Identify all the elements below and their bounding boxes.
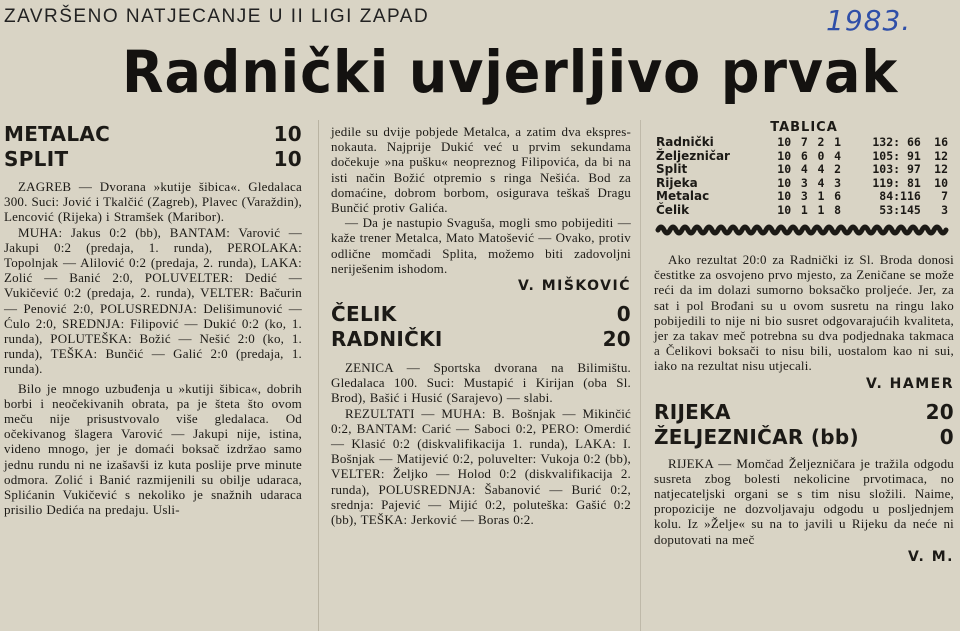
table-cell-pts: 10 xyxy=(934,175,948,190)
table-title: TABLICA xyxy=(770,120,838,135)
table-cell-team: Radnički xyxy=(656,135,714,149)
table-cell-p: 10 xyxy=(777,175,792,190)
table-cell-score: 53:145 xyxy=(879,202,921,217)
column-divider xyxy=(640,120,641,631)
table-cell-p: 10 xyxy=(777,148,792,163)
team-name: ČELIK xyxy=(331,302,397,327)
standings-table xyxy=(654,136,950,217)
article-body xyxy=(654,252,954,374)
table-cell-p: 10 xyxy=(777,189,792,203)
table-cell-team: Čelik xyxy=(656,202,690,217)
headline: Radnički uvjerljivo prvak xyxy=(122,38,899,106)
byline: V. HAMER xyxy=(865,375,954,392)
table-row xyxy=(654,204,950,218)
table-cell-score: 119: 81 xyxy=(872,175,921,190)
table-cell-d: 0 xyxy=(817,148,825,163)
paragraph: jedile su dvije pobjede Metalca, a zatim dva ekspres-nokauta. Najprije Dukić već u prvim sekundama dočekuje »na pušku« neopreznog Filipovića, da bi na isti način Božić otpremio s ringa Nešića. Bod za domaćine, dobrom borbom, osigurava teškaš Dragu Bunčić protiv Galića. xyxy=(331,124,631,216)
team-name: RIJEKA xyxy=(654,399,731,424)
table-cell-l: 6 xyxy=(834,189,842,203)
table-cell-p: 10 xyxy=(777,135,792,149)
table-row xyxy=(654,136,950,150)
table-cell-w: 3 xyxy=(800,175,808,190)
team-score: 0 xyxy=(939,424,954,449)
table-cell-d: 1 xyxy=(817,202,825,217)
table-cell-team: Željezničar xyxy=(656,148,730,163)
table-cell-d: 4 xyxy=(817,162,825,176)
team-name: METALAC xyxy=(4,122,111,146)
team-score: 10 xyxy=(273,147,302,171)
paragraph: Bilo je mnogo uzbuđenja u »kutiji šibica«, dobrih borbi i neočekivanih obrata, pa je šteta što ovom meču nije prisustvovalo više gledalaca. Od očekivanog šlagera Varović — Jakupi nije, istina, videno mnogo, jer je domaći boksač izdržao samo jednu rundu ni ne izašavši iz kuta poslije prve minute odmora. Zolić i Banić razmijenili su obilje udaraca, Splićanin Vukičević s nekoliko je snažnih udaraca prisilio Dedića na predaju. Usli- xyxy=(4,380,302,518)
table-cell-d: 1 xyxy=(817,189,825,203)
table-cell-w: 6 xyxy=(800,148,808,163)
table-cell-l: 4 xyxy=(834,148,842,163)
column-1 xyxy=(4,122,302,517)
team-score: 20 xyxy=(602,327,631,352)
team-score: 0 xyxy=(616,302,631,327)
paragraph: Ako rezultat 20:0 za Radnički iz Sl. Broda donosi čestitke za osvojeno prvo mjesto, za Zeničane se može reći da im dolazi sumorno boksačko proljeće. Jer, za sat i pol Brođani su u ovom susretu na ringu lako pobijedili to nije ni bio susret odgovarajućih kvaliteta, jer za takav meč potrebna su dva podjednaka takmaca a Čelikovi boksači to nisu bili, uostalom kao ni sui, iako na rezultat nisu utjecali. xyxy=(654,252,954,374)
table-row xyxy=(654,163,950,177)
table-cell-p: 10 xyxy=(777,202,792,217)
table-cell-d: 4 xyxy=(817,175,825,190)
column-divider xyxy=(318,120,319,631)
table-cell-d: 2 xyxy=(817,135,825,149)
table-cell-pts: 3 xyxy=(941,202,948,217)
table-cell-l: 8 xyxy=(834,202,842,217)
paragraph: MUHA: Jakus 0:2 (bb), BANTAM: Varović — Jakupi 0:2 (predaja, 1. runda), PEROLAKA: Topolnjak — Alilović 0:2 (predaja, 2. runda), LAKA: Zolić — Banić 2:0, POLUVELTER: Dedić — Vukičević 0:2 (predaja, 2. runda), VELTER: Bačurin — Penović 2:0, POLUSREDNJA: Delišimunović — Ćulo 2:0, SREDNJA: Filipović — Dukić 0:2 (ko, 1. runda), POLUTEŠKA: Božić — Nešić 2:0 (ko, 1. runda), TEŠKA: Bunčić — Galić 2:0 (predaja, 1. runda). xyxy=(4,224,302,377)
article-body xyxy=(331,124,631,276)
paragraph: RIJEKA — Momčad Željezničara je tražila odgodu susreta zbog bolesti nekolicine prvotimaca, no natjecateljski organi se s tim nisu složili. Naime, propozicije ne dozvoljavaju odgodu u posljednjem kolu. Iz »Želje« su na to javili u Rijeku da neće ni doputovati na meč xyxy=(654,455,954,547)
table-cell-score: 103: 97 xyxy=(872,162,921,176)
table-cell-score: 105: 91 xyxy=(872,148,921,163)
table-cell-l: 3 xyxy=(834,175,842,190)
kicker: ZAVRŠENO NATJECANJE U II LIGI ZAPAD xyxy=(4,6,430,27)
table-cell-w: 4 xyxy=(800,162,808,176)
team-name: SPLIT xyxy=(4,147,69,171)
paragraph: ZENICA — Sportska dvorana na Bilimištu. Gledalaca 100. Suci: Mustapić i Kirijan (oba Sl. Brod), Bašić i Husić (Sarajevo) — slabi. xyxy=(331,360,631,406)
paragraph: REZULTATI — MUHA: B. Bošnjak — Mikinčić 0:2, BANTAM: Carić — Saboci 0:2, PERO: Omerdić — Klasić 0:2 (diskvalifikacija 1. runda), LAKA: I. Bošnjak — Matijević 0:2, poluvelter: Vukoja 0:2 (bb), VELTER: Željko — Holod 0:2 (diskvalifikacija 2. runda), POLUSREDNJA: Šabanović — Burić 0:2, srednja: Pajević — Mijić 0:2, poluteška: Gašić 0:2 (bb), TEŠKA: Jerković — Boras 0:2. xyxy=(331,405,631,528)
team-name: ŽELJEZNIČAR (bb) xyxy=(654,424,859,449)
score-row xyxy=(4,147,302,172)
article-body xyxy=(331,360,631,527)
team-name: RADNIČKI xyxy=(331,327,443,352)
paragraph: — Da je nastupio Svaguša, mogli smo pobijediti — kaže trener Metalca, Mato Matošević — Ovako, protiv odlične momčadi Splita, možemo biti zadovoljni neriješenim ishodom. xyxy=(331,215,631,276)
score-row xyxy=(4,122,302,147)
table-cell-team: Split xyxy=(656,162,688,176)
score-row xyxy=(331,327,631,352)
article-body xyxy=(654,456,954,547)
byline: V. M. xyxy=(908,548,954,565)
table-cell-p: 10 xyxy=(777,162,792,176)
team-score: 20 xyxy=(925,399,954,424)
table-row xyxy=(654,177,950,191)
paragraph: ZAGREB — Dvorana »kutije šibica«. Gledalaca 300. Suci: Jović i Tkalčić (Zagreb), Plavec (Varaždin), Lencović (Rijeka) i Stramšek (Maribor). xyxy=(4,179,302,225)
table-cell-score: 132: 66 xyxy=(872,135,921,149)
table-row xyxy=(654,150,950,164)
table-cell-pts: 12 xyxy=(934,162,948,176)
table-row xyxy=(654,190,950,204)
table-cell-w: 3 xyxy=(800,189,808,203)
score-row xyxy=(654,425,954,450)
table-cell-team: Metalac xyxy=(656,189,710,203)
table-cell-team: Rijeka xyxy=(656,175,698,190)
table-cell-l: 1 xyxy=(834,135,842,149)
table-cell-score: 84:116 xyxy=(879,189,921,203)
column-2 xyxy=(331,124,631,527)
score-row xyxy=(331,302,631,327)
column-3 xyxy=(654,120,954,565)
table-cell-pts: 7 xyxy=(941,189,948,203)
team-score: 10 xyxy=(273,122,302,146)
table-cell-w: 7 xyxy=(800,135,808,149)
wave-divider-icon xyxy=(654,223,950,237)
table-cell-w: 1 xyxy=(800,202,808,217)
table-cell-l: 2 xyxy=(834,162,842,176)
score-row xyxy=(654,400,954,425)
article-body xyxy=(4,179,302,517)
table-cell-pts: 16 xyxy=(934,135,948,149)
handwritten-year: 1983. xyxy=(826,4,912,37)
byline: V. MIŠKOVIĆ xyxy=(517,278,631,295)
table-cell-pts: 12 xyxy=(934,148,948,163)
